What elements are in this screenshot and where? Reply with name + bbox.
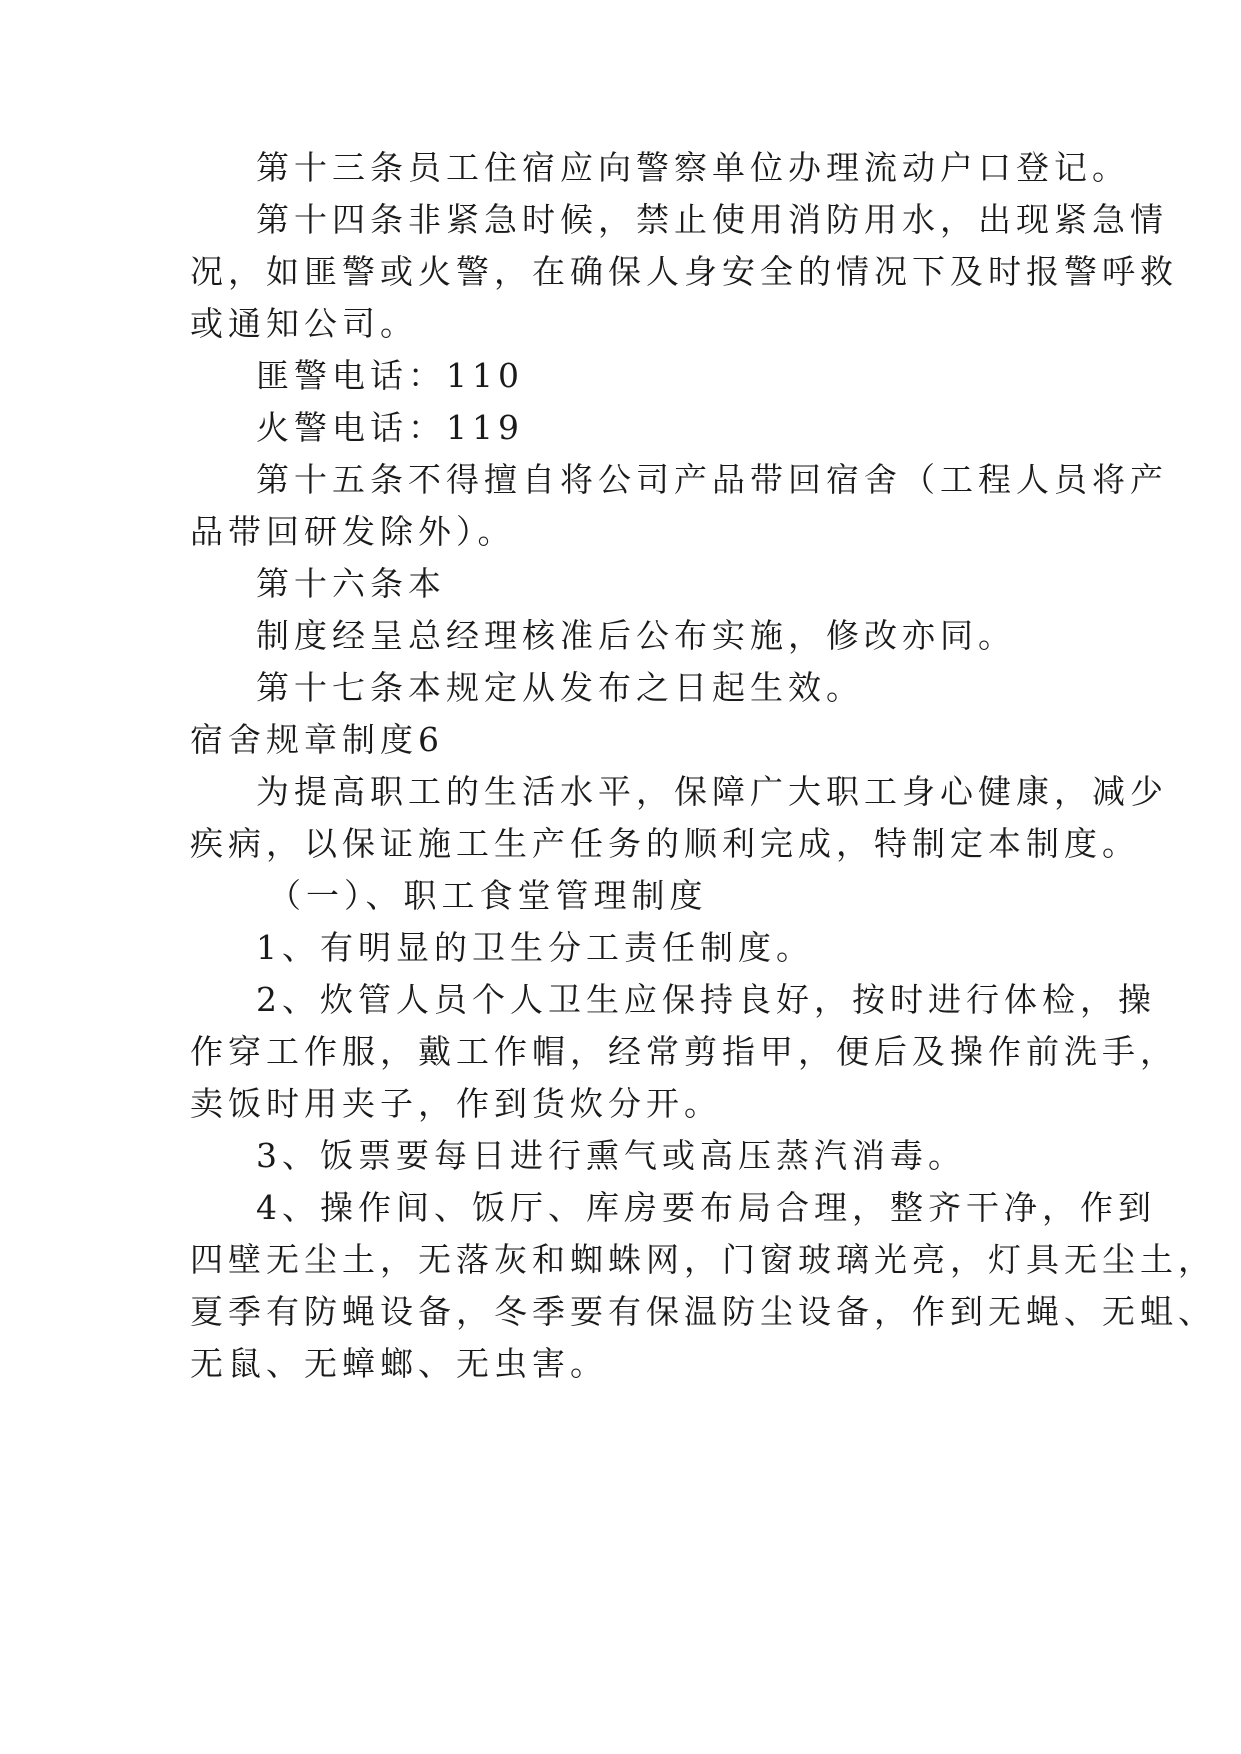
paragraph-line: 火警电话：119 (256, 408, 524, 447)
section-heading: 宿舍规章制度6 (190, 720, 444, 759)
paragraph-line: 第十七条本规定从发布之日起生效。 (256, 668, 864, 707)
paragraph-line: 第十五条不得擅自将公司产品带回宿舍（工程人员将产 (256, 460, 1168, 499)
subsection-heading: （一）、职工食堂管理制度 (268, 876, 708, 915)
paragraph-line: 匪警电话：110 (256, 356, 524, 395)
paragraph-line: 为提高职工的生活水平，保障广大职工身心健康，减少 (256, 772, 1168, 811)
paragraph-line: 第十六条本 (256, 564, 446, 603)
paragraph-line: 疾病，以保证施工生产任务的顺利完成，特制定本制度。 (190, 824, 1140, 863)
paragraph-line: 四壁无尘土，无落灰和蜘蛛网，门窗玻璃光亮，灯具无尘土， (190, 1240, 1216, 1279)
paragraph-line: 作穿工作服，戴工作帽，经常剪指甲，便后及操作前洗手， (190, 1032, 1178, 1071)
paragraph-line: 第十三条员工住宿应向警察单位办理流动户口登记。 (256, 148, 1130, 187)
paragraph-line: 或通知公司。 (190, 304, 418, 343)
paragraph-line: 况，如匪警或火警，在确保人身安全的情况下及时报警呼救 (190, 252, 1178, 291)
paragraph-line: 制度经呈总经理核准后公布实施，修改亦同。 (256, 616, 1016, 655)
paragraph-line: 4、操作间、饭厅、库房要布局合理，整齐干净，作到 (256, 1188, 1156, 1227)
paragraph-line: 第十四条非紧急时候，禁止使用消防用水，出现紧急情 (256, 200, 1168, 239)
paragraph-line: 夏季有防蝇设备，冬季要有保温防尘设备，作到无蝇、无蛆、 (190, 1292, 1216, 1331)
paragraph-line: 1、有明显的卫生分工责任制度。 (256, 928, 814, 967)
paragraph-line: 2、炊管人员个人卫生应保持良好，按时进行体检，操 (256, 980, 1156, 1019)
paragraph-line: 3、饭票要每日进行熏气或高压蒸汽消毒。 (256, 1136, 966, 1175)
paragraph-line: 卖饭时用夹子，作到货炊分开。 (190, 1084, 722, 1123)
paragraph-line: 无鼠、无蟑螂、无虫害。 (190, 1344, 608, 1383)
paragraph-line: 品带回研发除外）。 (190, 512, 516, 551)
